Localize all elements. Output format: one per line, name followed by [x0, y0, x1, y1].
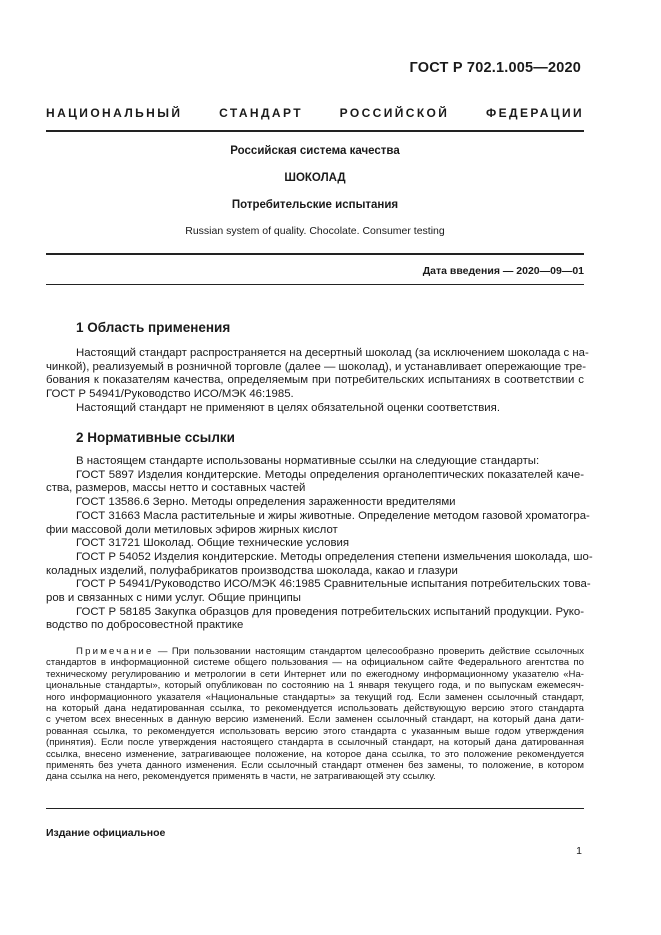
reference-line: коладных изделий, полуфабрикатов производства шоколада, какао и глазури: [46, 564, 458, 577]
document-code: ГОСТ Р 702.1.005—2020: [409, 60, 581, 76]
main-title: ШОКОЛАД: [284, 172, 346, 184]
reference-line: ГОСТ Р 54052 Изделия кондитерские. Методы определения степени измельчения шоколада, шо-: [76, 550, 593, 563]
reference-line: ГОСТ Р 54941/Руководство ИСО/МЭК 46:1985 Сравнительные испытания потребительских това-: [76, 578, 591, 591]
note-line: с учетом всех внесенных в данную версию изменений. Если заменен ссылочный стандарт, на который дана дати-: [46, 714, 584, 726]
page-number: 1: [576, 845, 582, 857]
date-divider: [46, 284, 584, 285]
reference-line: ства, размеров, массы нетто и составных частей: [46, 482, 306, 495]
section-1-heading: 1 Область применения: [76, 320, 231, 335]
note-line: ссылка, внесено изменение, затрагивающее положение, на которое дана ссылка, то это положение рекомендуется: [46, 748, 584, 760]
system-title: Российская система качества: [230, 145, 400, 157]
section-1-line: Настоящий стандарт распространяется на десертный шоколад (за исключением шоколада с на-: [76, 347, 589, 359]
note-first-line: [46, 646, 584, 657]
note-label: Примечание: [76, 646, 154, 657]
section-1-line: Настоящий стандарт не применяют в целях обязательной оценки соответствия.: [76, 401, 500, 414]
note-block: [46, 646, 584, 783]
official-edition-label: Издание официальное: [46, 827, 166, 839]
section-1-body: [46, 347, 589, 416]
note-line: на который дана недатированная ссылка, то рекомендуется использовать действующую версию этого стандарта: [46, 703, 584, 715]
section-2-heading: 2 Нормативные ссылки: [76, 430, 235, 445]
reference-line: ГОСТ 13586.6 Зерно. Методы определения зараженности вредителями: [76, 496, 456, 509]
subtitle: Потребительские испытания: [231, 199, 399, 211]
reference-line: В настоящем стандарте использованы нормативные ссылки на следующие стандарты:: [76, 455, 540, 467]
reference-line: водство по добросовестной практике: [46, 619, 244, 632]
reference-line: ров и связанных с ними услуг. Общие принципы: [46, 592, 301, 605]
note-first-line-text: — При пользовании настоящим стандартом целесообразно проверить действие ссылочных: [153, 646, 584, 657]
note-line: рованная ссылка, то рекомендуется использовать версию этого стандарта с указанным выше годом утверждения: [46, 725, 584, 737]
section-2-body: [46, 455, 593, 633]
title-divider: [46, 253, 584, 255]
note-line: техническому регулированию и метрологии в сети Интернет или по ежегодному информационному указателю «На-: [46, 668, 584, 680]
national-standard-banner: НАЦИОНАЛЬНЫЙ СТАНДАРТ РОССИЙСКОЙ ФЕДЕРАЦИИ: [46, 106, 584, 120]
footer-divider: [46, 808, 584, 809]
reference-line: ГОСТ 31663 Масла растительные и жиры животные. Определение методом газовой хроматогра-: [76, 509, 590, 522]
english-title: Russian system of quality. Chocolate. Consumer testing: [185, 225, 445, 237]
note-line: ного информационного указателя «Национальные стандарты» за текущий год. Если заменен ссылочный стандарт,: [46, 691, 584, 703]
section-1-line: бования к показателям качества, определяемым при потребительских испытаниях в соответствии с: [46, 374, 584, 387]
introduction-date: Дата введения — 2020—09—01: [422, 265, 584, 277]
note-line: (принятия). Если после утверждения настоящего стандарта в ссылочный стандарт, на который дана датированная: [46, 737, 584, 749]
section-1-line: чинкой), реализуемый в розничной торговле (далее — шоколад), и устанавливает опережающие тре-: [46, 360, 586, 373]
note-line: применять без учета данного изменения. Если ссылочный стандарт отменен без замены, то положение, в котором: [46, 760, 584, 772]
reference-line: фии массовой доли метиловых эфиров жирных кислот: [46, 523, 338, 536]
top-divider: [46, 130, 584, 132]
section-1-line: ГОСТ Р 54941/Руководство ИСО/МЭК 46:1985.: [46, 388, 294, 401]
note-line: стандартов в информационной системе общего пользования — на официальном сайте Федерального агентства по: [46, 657, 584, 669]
note-line: циональные стандарты», который опубликован по состоянию на 1 января текущего года, и по выпускам ежемесяч-: [46, 680, 584, 692]
reference-line: ГОСТ 5897 Изделия кондитерские. Методы определения органолептических показателей каче-: [76, 468, 584, 481]
reference-line: ГОСТ 31721 Шоколад. Общие технические условия: [76, 537, 350, 550]
reference-line: ГОСТ Р 58185 Закупка образцов для проведения потребительских испытаний продукции. Руко-: [76, 605, 584, 618]
note-line: дана ссылка на него, рекомендуется применять в части, не затрагивающей эту ссылку.: [46, 771, 436, 783]
